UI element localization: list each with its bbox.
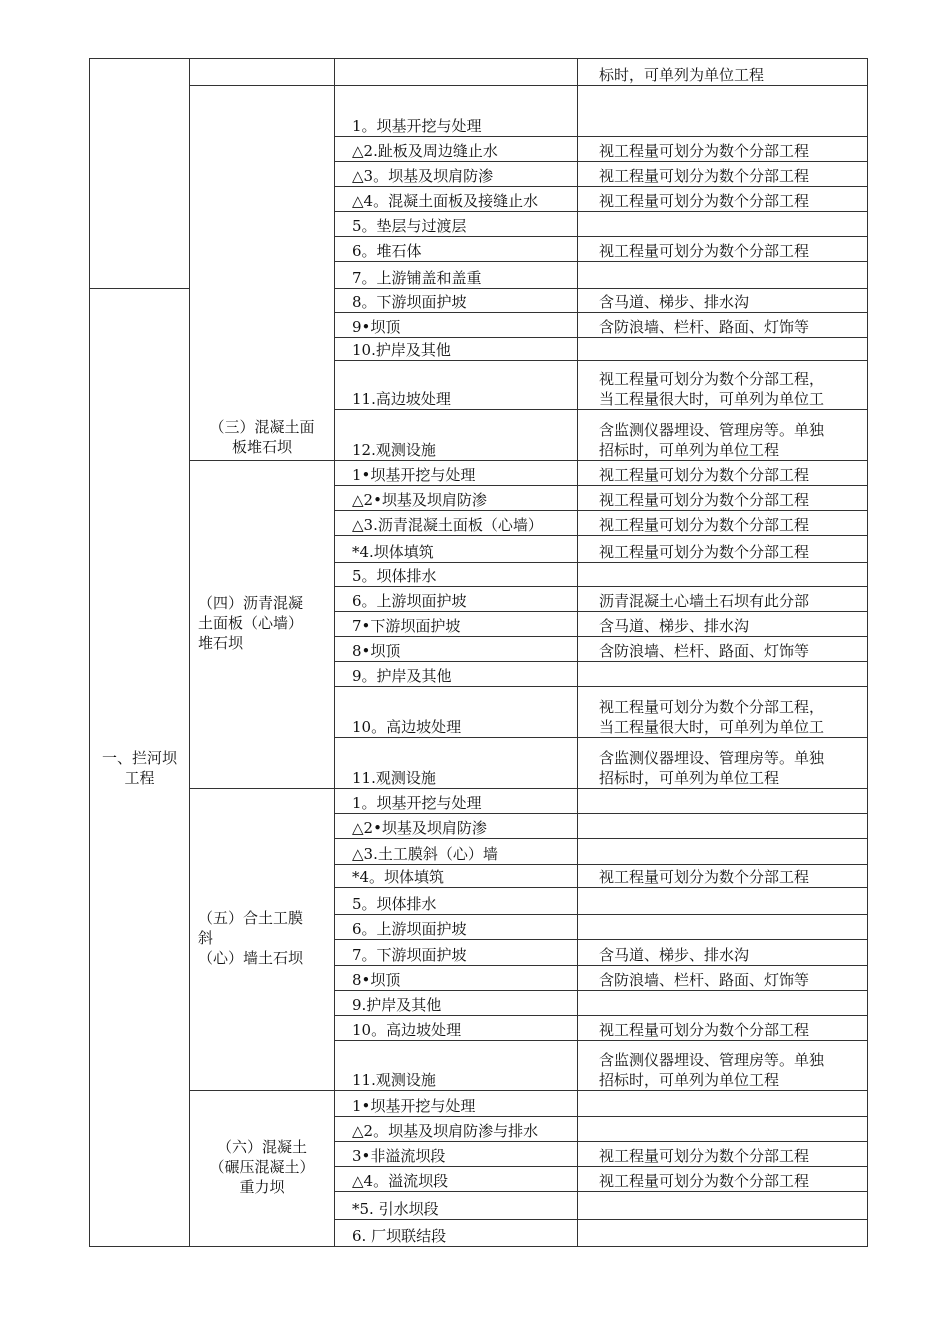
item-cell: 10。高边坡处理 (335, 687, 578, 738)
item-cell: △2.趾板及周边缝止水 (335, 137, 578, 162)
note-cell (578, 687, 868, 738)
note-line: 招标时，可单列为单位工程 (599, 1071, 780, 1089)
note-line: 含马道、梯步、排水沟 (599, 293, 750, 311)
subsection-title-line: （五）合土工膜 (198, 909, 304, 927)
subsection-title (190, 461, 335, 789)
subsection-title-line: （六）混凝土 (216, 1138, 307, 1156)
item-cell: △2•坝基及坝肩防渗 (335, 486, 578, 511)
item-cell: 8。下游坝面护坡 (335, 289, 578, 313)
item-cell (335, 59, 578, 86)
note-cell (578, 662, 868, 687)
note-cell (578, 461, 868, 486)
subsection-title (190, 59, 335, 86)
subsection-title-line: 堆石坝 (198, 634, 244, 652)
table-row (90, 1091, 868, 1117)
note-line: 视工程量可划分为数个分部工程 (599, 466, 810, 484)
note-line: 视工程量可划分为数个分部工程 (599, 192, 810, 210)
note-line: 视工程量可划分为数个分部工程 (599, 491, 810, 509)
document-page (89, 58, 867, 1247)
table-row (90, 86, 868, 137)
note-cell (578, 237, 868, 262)
note-cell (578, 612, 868, 637)
note-line: 招标时，可单列为单位工程 (599, 441, 780, 459)
subsection-title-line: 斜 (198, 929, 214, 947)
table-row (90, 59, 868, 86)
item-cell: 1•坝基开挖与处理 (335, 1091, 578, 1117)
note-line: 含马道、梯步、排水沟 (599, 946, 750, 964)
subsection-title-line: 板堆石坝 (231, 438, 292, 456)
note-cell (578, 212, 868, 237)
note-cell (578, 839, 868, 865)
subsection-title (190, 86, 335, 461)
item-cell: 11.观测设施 (335, 1041, 578, 1091)
note-line: 含监测仪器埋设、管理房等。单独 (599, 1051, 825, 1069)
note-line: 视工程量可划分为数个分部工程 (599, 167, 810, 185)
note-cell (578, 563, 868, 587)
note-line: 当工程量很大时，可单列为单位工 (599, 390, 825, 408)
item-cell: 1。坝基开挖与处理 (335, 789, 578, 814)
subsection-title-line: （三）混凝土面 (209, 418, 315, 436)
note-cell (578, 1142, 868, 1167)
note-line: 含监测仪器埋设、管理房等。单独 (599, 421, 825, 439)
item-cell: 5。坝体排水 (335, 888, 578, 915)
subsection-title-line: （心）墙土石坝 (198, 949, 304, 967)
subsection-title (190, 1091, 335, 1247)
note-line: 含防浪墙、栏杆、路面、灯饰等 (599, 318, 810, 336)
item-cell: 5。垫层与过渡层 (335, 212, 578, 237)
note-line: 视工程量可划分为数个分部工程， (599, 698, 825, 716)
subsection-title-line: （四）沥青混凝 (198, 594, 304, 612)
item-cell: 6。上游坝面护坡 (335, 587, 578, 612)
note-line: 视工程量可划分为数个分部工程 (599, 516, 810, 534)
item-cell: 9。护岸及其他 (335, 662, 578, 687)
note-cell (578, 587, 868, 612)
note-line: 标时，可单列为单位工程 (599, 66, 765, 84)
note-cell (578, 1091, 868, 1117)
note-line: 视工程量可划分为数个分部工程 (599, 1147, 810, 1165)
item-cell: △2•坝基及坝肩防渗 (335, 814, 578, 839)
note-cell (578, 865, 868, 888)
note-cell (578, 888, 868, 915)
note-cell (578, 789, 868, 814)
note-line: 视工程量可划分为数个分部工程 (599, 142, 810, 160)
item-cell: *5. 引水坝段 (335, 1192, 578, 1220)
note-cell (578, 137, 868, 162)
note-line: 招标时，可单列为单位工程 (599, 769, 780, 787)
item-cell: 12.观测设施 (335, 410, 578, 461)
note-line: 当工程量很大时，可单列为单位工 (599, 718, 825, 736)
item-cell: 9.护岸及其他 (335, 991, 578, 1016)
item-cell: 1。坝基开挖与处理 (335, 86, 578, 137)
note-cell (578, 738, 868, 789)
item-cell: 10。高边坡处理 (335, 1016, 578, 1041)
item-cell: 3•非溢流坝段 (335, 1142, 578, 1167)
item-cell: 6. 厂坝联结段 (335, 1220, 578, 1247)
item-cell: *4.坝体填筑 (335, 536, 578, 563)
item-cell: △3.沥青混凝土面板（心墙） (335, 511, 578, 536)
note-cell (578, 915, 868, 940)
subsection-title (190, 789, 335, 1091)
category-cell (90, 289, 190, 1247)
note-cell (578, 59, 868, 86)
note-line: 视工程量可划分为数个分部工程 (599, 868, 810, 886)
note-cell (578, 1220, 868, 1247)
item-cell: 11.高边坡处理 (335, 361, 578, 410)
note-cell (578, 637, 868, 662)
note-cell (578, 1041, 868, 1091)
note-cell (578, 361, 868, 410)
note-cell (578, 86, 868, 137)
note-line: 视工程量可划分为数个分部工程 (599, 1172, 810, 1190)
note-cell (578, 1016, 868, 1041)
item-cell: 8•坝顶 (335, 966, 578, 991)
item-cell: △4。溢流坝段 (335, 1167, 578, 1192)
note-cell (578, 940, 868, 966)
subsection-title-line: （碾压混凝土） (209, 1158, 315, 1176)
note-line: 沥青混凝土心墙土石坝有此分部 (599, 592, 810, 610)
subsection-title-line: 重力坝 (239, 1178, 285, 1196)
note-cell (578, 338, 868, 361)
division-table (89, 58, 868, 1247)
note-line: 视工程量可划分为数个分部工程 (599, 543, 810, 561)
note-cell (578, 966, 868, 991)
note-cell (578, 162, 868, 187)
item-cell: △2。坝基及坝肩防渗与排水 (335, 1117, 578, 1142)
note-cell (578, 262, 868, 289)
note-cell (578, 991, 868, 1016)
category-title: 工程 (124, 768, 155, 787)
note-cell (578, 511, 868, 536)
note-cell (578, 187, 868, 212)
item-cell: △4。混凝土面板及接缝止水 (335, 187, 578, 212)
note-cell (578, 410, 868, 461)
item-cell: 1•坝基开挖与处理 (335, 461, 578, 486)
note-line: 视工程量可划分为数个分部工程， (599, 370, 825, 388)
note-line: 视工程量可划分为数个分部工程 (599, 242, 810, 260)
note-cell (578, 1192, 868, 1220)
note-cell (578, 1167, 868, 1192)
note-line: 含防浪墙、栏杆、路面、灯饰等 (599, 971, 810, 989)
item-cell: 6。堆石体 (335, 237, 578, 262)
item-cell: 5。坝体排水 (335, 563, 578, 587)
note-cell (578, 814, 868, 839)
subsection-title-line: 土面板（心墙） (198, 614, 304, 632)
item-cell: 8•坝顶 (335, 637, 578, 662)
note-line: 含防浪墙、栏杆、路面、灯饰等 (599, 642, 810, 660)
item-cell: △3。坝基及坝肩防渗 (335, 162, 578, 187)
note-cell (578, 289, 868, 313)
item-cell: 7。上游铺盖和盖重 (335, 262, 578, 289)
note-cell (578, 486, 868, 511)
item-cell: △3.土工膜斜（心）墙 (335, 839, 578, 865)
table-row (90, 461, 868, 486)
note-cell (578, 536, 868, 563)
item-cell: 6。上游坝面护坡 (335, 915, 578, 940)
category-title: 一、拦河坝 (101, 748, 177, 767)
note-line: 含马道、梯步、排水沟 (599, 617, 750, 635)
table-row (90, 789, 868, 814)
note-line: 视工程量可划分为数个分部工程 (599, 1021, 810, 1039)
note-cell (578, 1117, 868, 1142)
category-cell-blank (90, 59, 190, 289)
item-cell: 7•下游坝面护坡 (335, 612, 578, 637)
item-cell: 7。下游坝面护坡 (335, 940, 578, 966)
item-cell: 11.观测设施 (335, 738, 578, 789)
note-cell (578, 313, 868, 338)
item-cell: 9•坝顶 (335, 313, 578, 338)
note-line: 含监测仪器埋设、管理房等。单独 (599, 749, 825, 767)
item-cell: *4。坝体填筑 (335, 865, 578, 888)
item-cell: 10.护岸及其他 (335, 338, 578, 361)
